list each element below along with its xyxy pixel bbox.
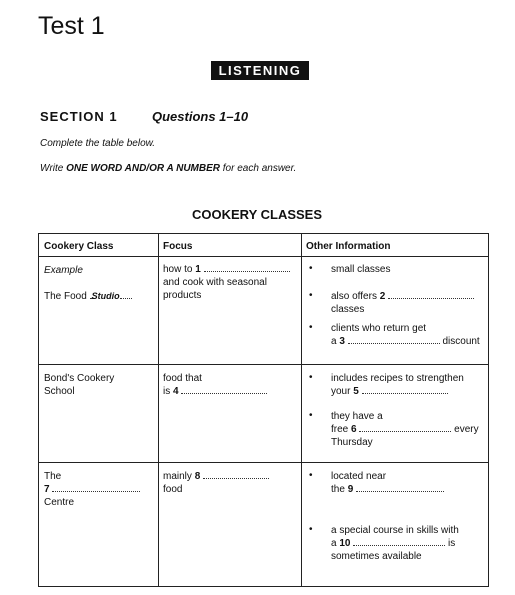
header-other-information: Other Information — [306, 241, 391, 252]
example-answer: Studio — [91, 291, 120, 301]
focus-q8: mainly 8 food — [163, 470, 269, 496]
column-divider — [158, 234, 159, 586]
example-label: Example — [44, 265, 83, 276]
answer-blank-8[interactable] — [203, 470, 269, 479]
row-divider — [39, 256, 488, 257]
instruction-line-2: Write ONE WORD AND/OR A NUMBER for each answer. — [40, 163, 297, 174]
row-divider — [39, 462, 488, 463]
bullet: • — [309, 372, 313, 383]
class-bonds-cookery-school: Bond's Cookery School — [44, 373, 115, 397]
bullet: • — [309, 410, 313, 421]
answer-blank-1[interactable] — [204, 263, 290, 272]
cookery-table — [38, 233, 489, 587]
info-q5: includes recipes to strengthen your 5 — [331, 373, 464, 397]
class-the-food-studio: The Food Studio — [44, 290, 132, 303]
answer-blank-2[interactable] — [388, 290, 474, 299]
table-title: COOKERY CLASSES — [192, 207, 323, 222]
header-cookery-class: Cookery Class — [44, 241, 114, 252]
info-q3: clients who return get a 3 discount — [331, 323, 480, 347]
bullet: • — [309, 263, 313, 274]
bullet: • — [309, 290, 313, 301]
header-focus: Focus — [163, 241, 193, 252]
class-q7: The 7 Centre — [44, 470, 140, 509]
section-heading: SECTION 1 — [40, 109, 118, 124]
questions-range: Questions 1–10 — [152, 109, 249, 124]
info-q9: located near the 9 — [331, 470, 444, 496]
info-q10: a special course in skills with a 10 is sometimes available — [331, 525, 459, 562]
instruction-line-1: Complete the table below. — [40, 138, 156, 149]
info-q2: also offers 2 classes — [331, 290, 474, 316]
bullet: • — [309, 322, 313, 333]
focus-q1: how to 1 and cook with seasonal products — [163, 263, 290, 302]
info-small-classes: small classes — [331, 264, 391, 275]
answer-blank-7[interactable] — [52, 483, 140, 492]
answer-blank-10[interactable] — [353, 537, 445, 546]
answer-blank-3[interactable] — [348, 335, 440, 344]
answer-blank-9[interactable] — [356, 483, 444, 492]
bullet: • — [309, 524, 313, 535]
bullet: • — [309, 470, 313, 481]
answer-blank-5[interactable] — [362, 385, 448, 394]
listening-banner: LISTENING — [211, 61, 309, 80]
answer-blank-6[interactable] — [359, 423, 451, 432]
column-divider — [301, 234, 302, 586]
test-title: Test 1 — [38, 12, 105, 40]
row-divider — [39, 364, 488, 365]
answer-blank-4[interactable] — [181, 385, 267, 394]
focus-q4: food that is 4 — [163, 372, 267, 398]
info-q6: they have a free 6 every Thursday — [331, 411, 479, 448]
